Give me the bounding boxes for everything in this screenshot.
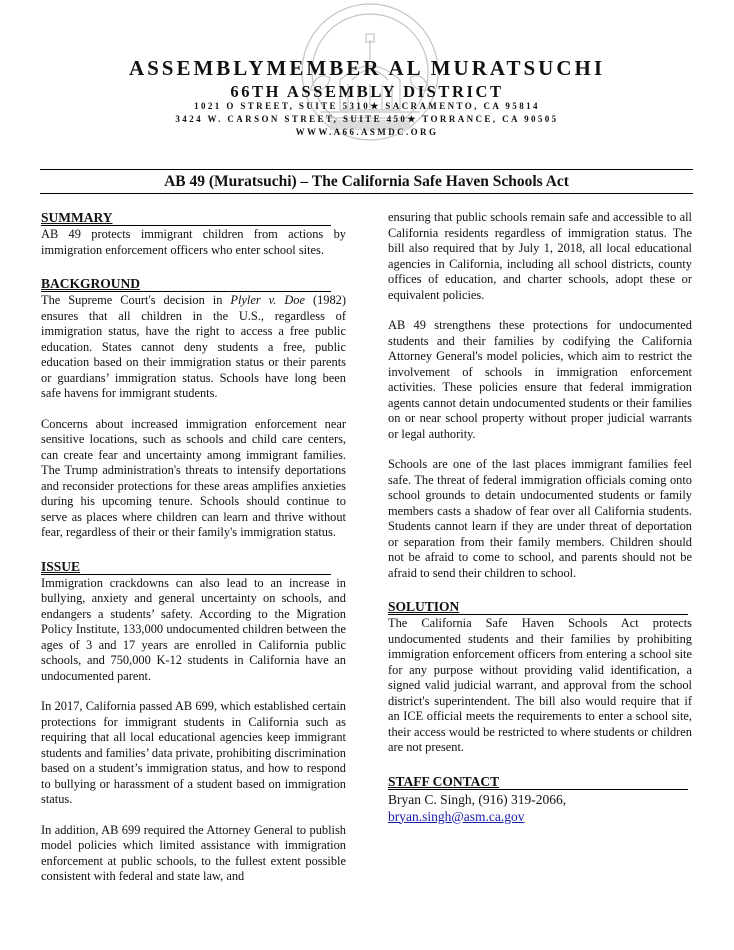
- staff-contact-heading: STAFF CONTACT: [388, 774, 688, 790]
- background-p1-end: (1982) ensures that all children in the U.S., regardless of immigration status, have the right to access a free public education. States cannot deny students a free, public education based on their immigration status or their parents or guardians’ immigration status. Schools have long been safe havens for immigrant students.: [41, 293, 346, 400]
- summary-section: [41, 210, 346, 258]
- staff-name-phone: Bryan C. Singh, (916) 319-2066,: [388, 791, 567, 807]
- assemblymember-name: ASSEMBLYMEMBER AL MURATSUCHI: [128, 56, 606, 80]
- website: WWW.A66.ASMDC.ORG: [295, 127, 439, 137]
- case-name: Plyler v. Doe: [230, 293, 305, 307]
- issue-section: [41, 559, 346, 885]
- address-sacramento: 1021 O STREET, SUITE 5310★ SACRAMENTO, CA 95814: [194, 101, 540, 111]
- issue-paragraph-5: Schools are one of the last places immigrant families feel safe. The threat of federal immigration officials coming onto school grounds to detain undocumented students or family members casts a shadow of fear over all California students. Students cannot learn if they are under threat of deportation or separation from their family members. Children should not be afraid to come to school, and parents should not be afraid to send their children to school.: [388, 457, 692, 580]
- issue-paragraph-1: Immigration crackdowns can also lead to an increase in bullying, anxiety and general uncertainty on schools, and endangers a students’ safety. According to the Migration Policy Institute, 133,000 undocumented children between the ages of 3 and 17 years are enrolled in California public schools, and 750,000 K-12 students in California have an undocumented parent.: [41, 575, 346, 683]
- background-paragraph-2: Concerns about increased immigration enforcement near sensitive locations, such as schools and child care centers, can create fear and uncertainty among immigrant families. The Trump administration's threats to intensify deportations and reconsider protections for these areas amplifies anxieties during his upcoming tenure. Schools should continue to serve as places where children can learn and thrive without fear, regardless of their or their family's immigration status.: [41, 416, 346, 539]
- issue-paragraph-3-start: In addition, AB 699 required the Attorney General to publish model policies which limited assistance with immigration enforcement at public schools, to the fullest extent possible consistent with federal and state law, and: [41, 822, 346, 883]
- right-column: [388, 210, 692, 825]
- issue-paragraph-3-end: ensuring that public schools remain safe and accessible to all California residents regardless of immigration status. The bill also required that by July 1, 2018, all local educational agencies in California, including all school districts, county offices of education, and charter schools, adopt these or equivalent policies.: [388, 210, 692, 302]
- background-heading: BACKGROUND: [41, 276, 331, 292]
- background-paragraph-1: [41, 293, 346, 402]
- bill-title: AB 49 (Muratsuchi) – The California Safe Haven Schools Act: [40, 169, 693, 194]
- solution-heading: SOLUTION: [388, 599, 688, 615]
- issue-heading: ISSUE: [41, 559, 331, 575]
- staff-contact-section: [388, 774, 692, 826]
- summary-text: AB 49 protects immigrant children from actions by immigration enforcement officers who enter school sites.: [41, 227, 346, 257]
- background-p1-start: The Supreme Court's decision in: [41, 293, 231, 307]
- left-column: [41, 210, 346, 885]
- assembly-district: 66TH ASSEMBLY DISTRICT: [230, 82, 504, 101]
- issue-continued: [388, 210, 692, 581]
- summary-heading: SUMMARY: [41, 210, 331, 226]
- staff-email-link[interactable]: bryan.singh@asm.ca.gov: [388, 808, 525, 824]
- solution-text: The California Safe Haven Schools Act protects undocumented students and their families by prohibiting immigration enforcement officers from entering a school site for any purpose without providing valid identification, a signed valid judicial warrant, and approval from the school district's superintendent. The bill also would require that if an ICE official meets the requirements to enter a school site, their access would be restricted to where students or children are not present.: [388, 616, 692, 754]
- issue-paragraph-2: In 2017, California passed AB 699, which established certain protections for immigrant students in California such as requiring that all local educational agencies keep immigrant students and families’ data private, prohibiting discrimination based on a student’s immigration status, and how to respond to bullying or harassment of a student based on immigration status.: [41, 699, 346, 806]
- address-torrance: 3424 W. CARSON STREET, SUITE 450★ TORRANCE, CA 90505: [175, 114, 559, 124]
- issue-paragraph-4: AB 49 strengthens these protections for undocumented students and their families by codifying the California Attorney General's model policies, which aim to restrict the involvement of schools in immigration enforcement activities. These policies ensure that federal immigration agents cannot detain undocumented students or their families on or near school property without proper judicial warrants or legal authority.: [388, 318, 692, 441]
- background-section: [41, 276, 346, 541]
- solution-section: [388, 599, 692, 756]
